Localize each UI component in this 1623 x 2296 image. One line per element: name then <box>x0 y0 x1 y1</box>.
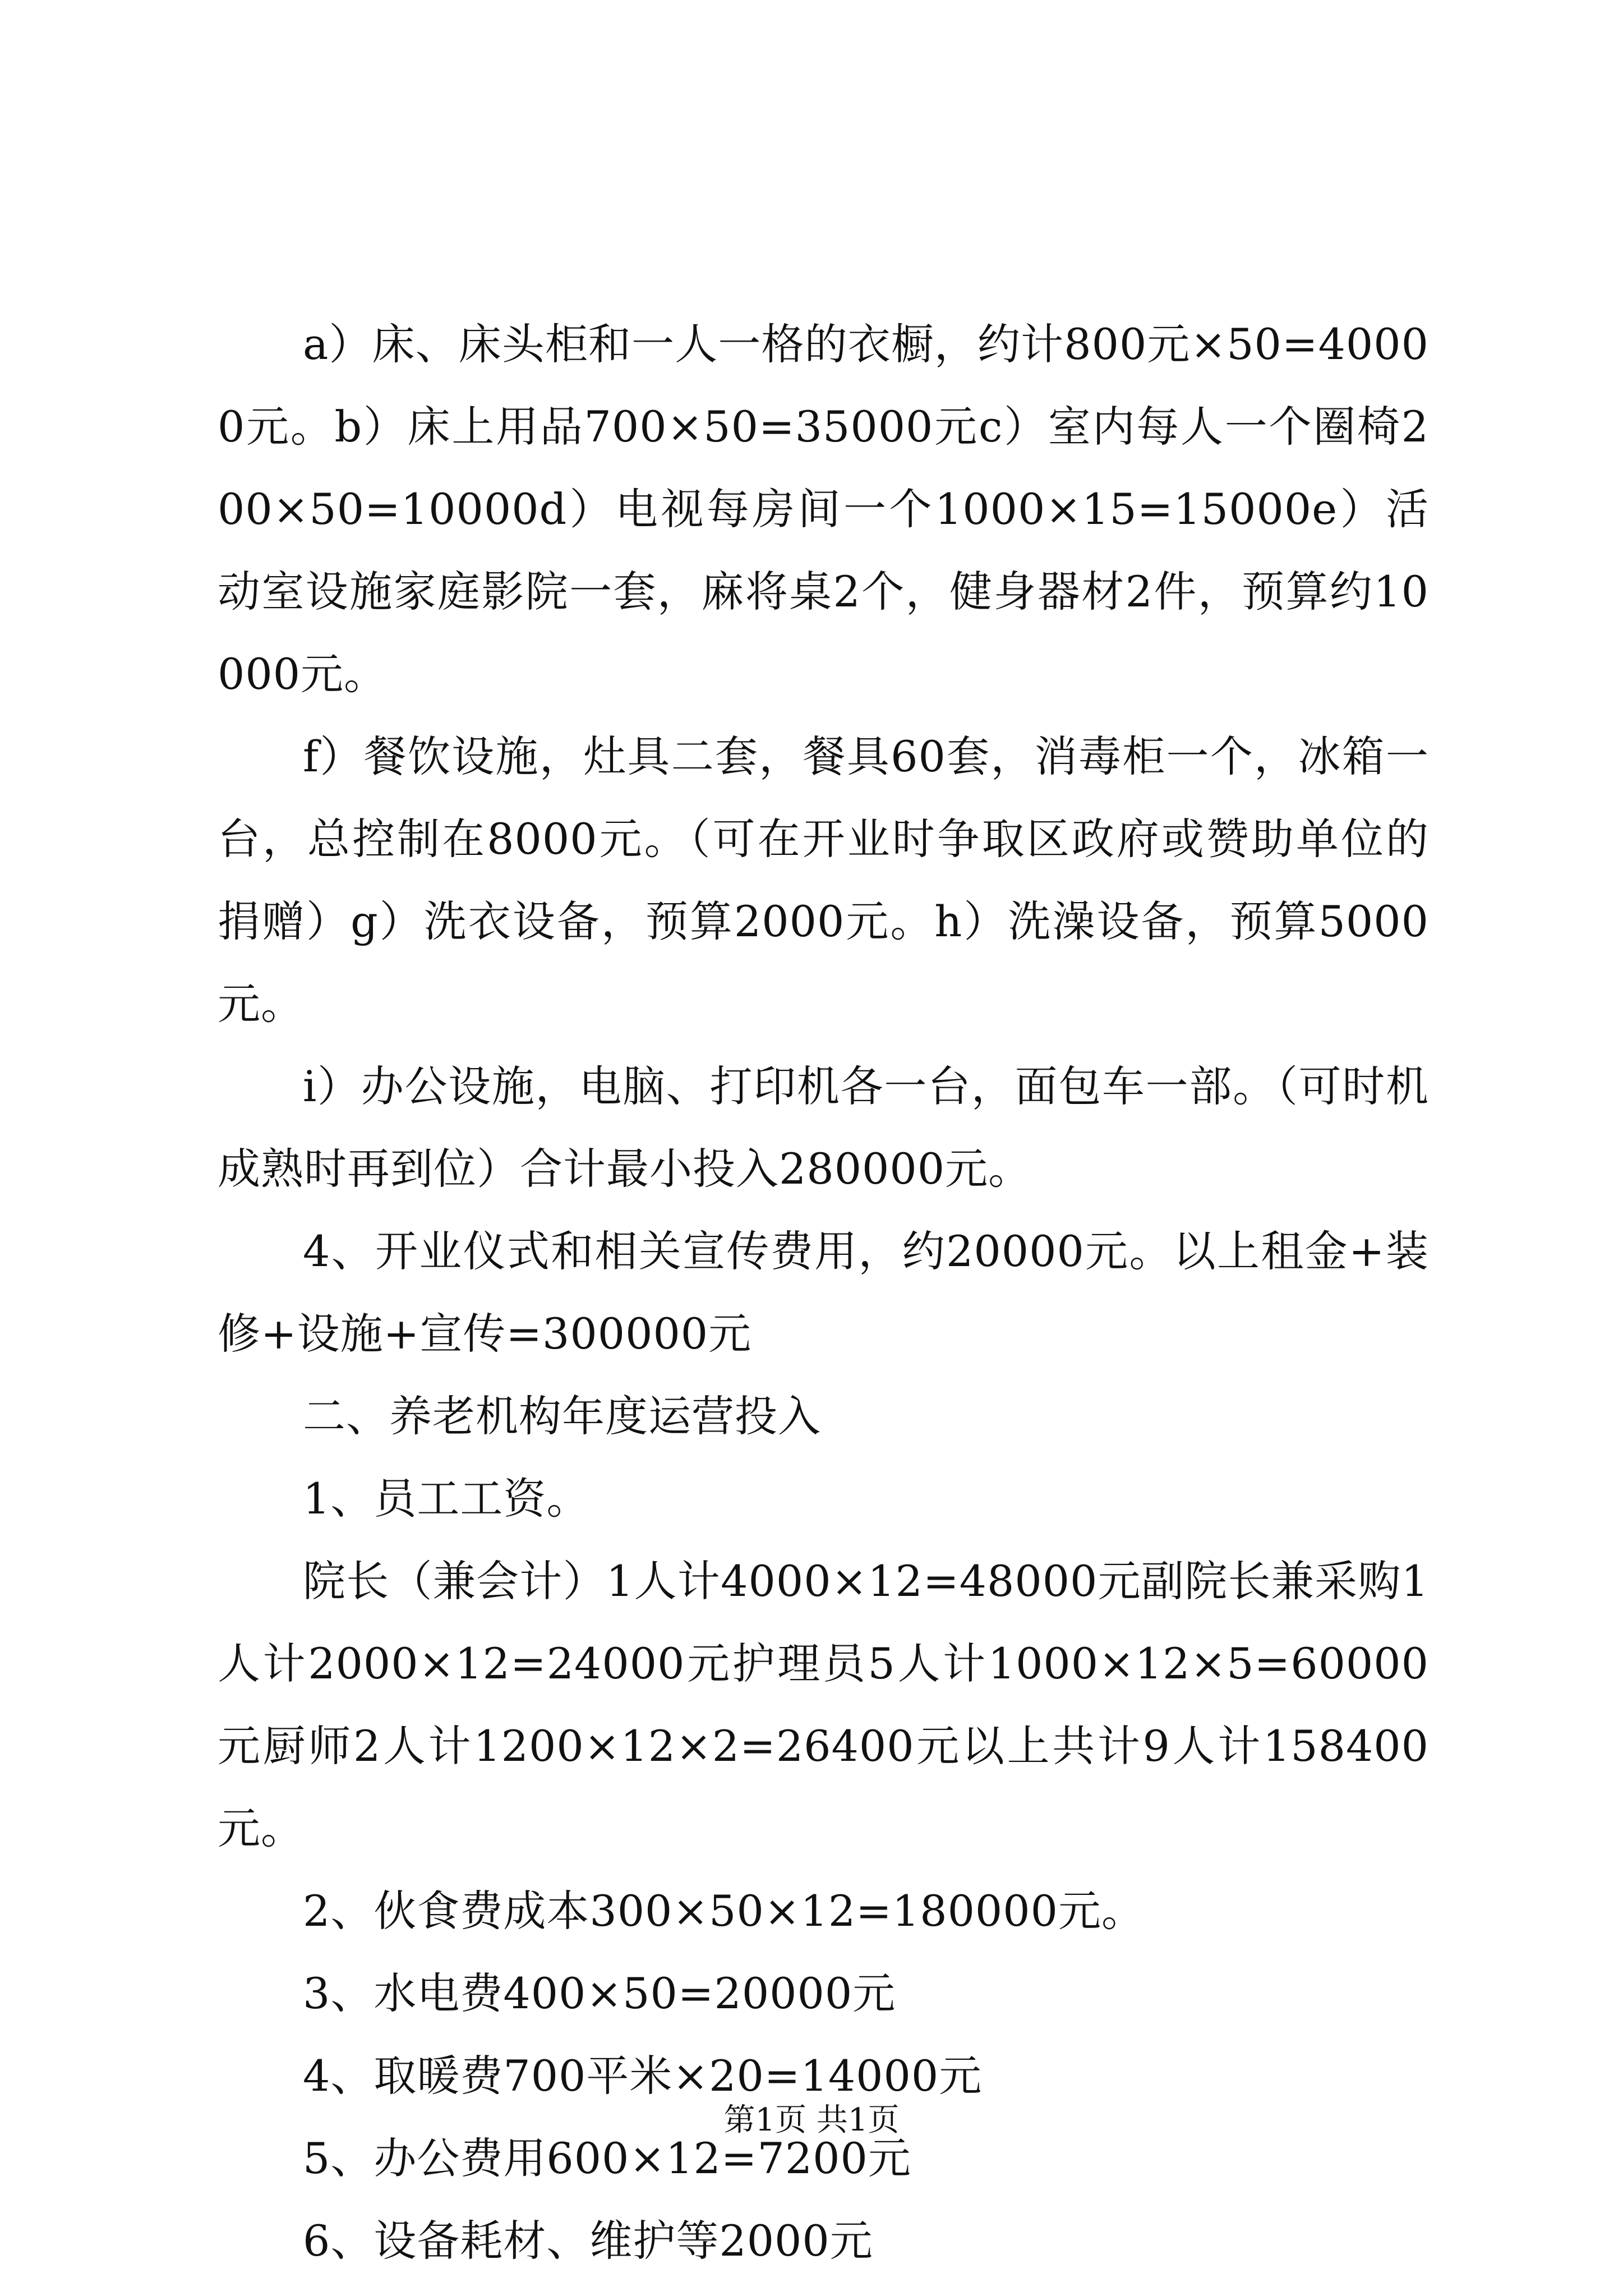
paragraph-furniture: a）床、床头柜和一人一格的衣橱，约计800元×50=40000元。b）床上用品700×50=35000元c）室内每人一个圈椅200×50=10000d）电视每房间一个1000×15=15000e）活动室设施家庭影院一套，麻将桌2个，健身器材2件，预算约10000元。 <box>218 319 1429 699</box>
paragraph-dining: f）餐饮设施，灶具二套，餐具60套，消毒柜一个，冰箱一台，总控制在8000元。（可在开业时争取区政府或赞助单位的捐赠）g）洗衣设备，预算2000元。h）洗澡设备，预算5000元。 <box>218 731 1429 1029</box>
document-body <box>218 303 1429 2282</box>
paragraph-opening: 4、开业仪式和相关宣传费用，约20000元。以上租金+装修+设施+宣传=300000元 <box>218 1226 1429 1359</box>
paragraph-heating: 4、取暖费700平米×20=14000元 <box>303 2051 983 2101</box>
paragraph-utilities: 3、水电费400×50=20000元 <box>303 1968 896 2018</box>
paragraph-salary-detail: 院长（兼会计）1人计4000×12=48000元副院长兼采购1人计2000×12=24000元护理员5人计1000×12×5=60000元厨师2人计1200×12×2=26400元以上共计9人计158400元。 <box>218 1556 1429 1853</box>
paragraph-food-cost: 2、伙食费成本300×50×12=180000元。 <box>303 1886 1145 1936</box>
paragraph-maintenance: 6、设备耗材、维护等2000元 <box>303 2216 873 2266</box>
paragraph-office: i）办公设施，电脑、打印机各一台，面包车一部。（可时机成熟时再到位）合计最小投入280000元。 <box>218 1061 1429 1194</box>
page-footer: 第1页 共1页 <box>723 2102 900 2138</box>
paragraph-office-cost: 5、办公费用600×12=7200元 <box>303 2133 911 2183</box>
paragraph-salary-heading: 1、员工工资。 <box>303 1474 590 1524</box>
section-heading: 二、养老机构年度运营投入 <box>303 1391 821 1441</box>
